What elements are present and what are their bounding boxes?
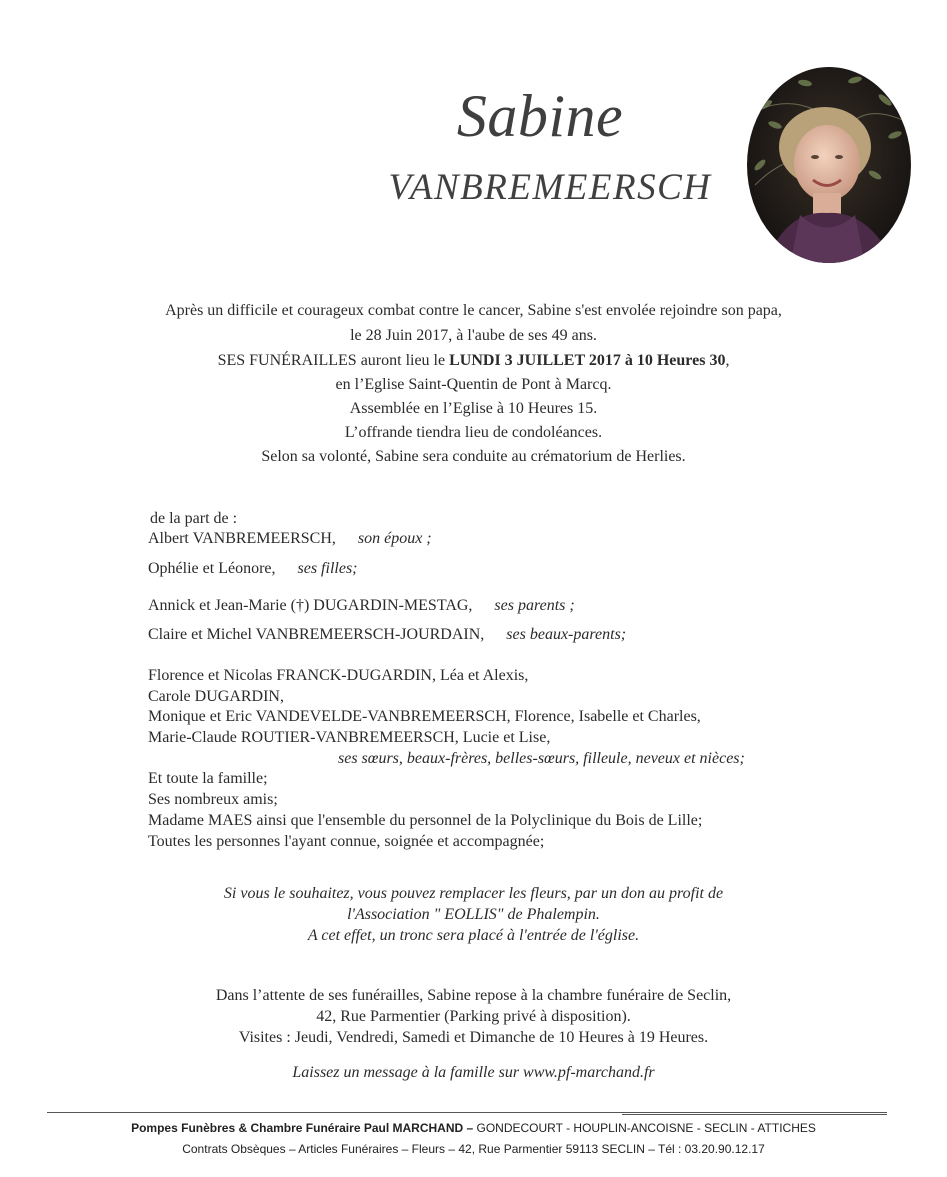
announcement-line: en l’Eglise Saint-Quentin de Pont à Marcq.: [335, 376, 612, 393]
siblings-relation: ses sœurs, beaux-frères, belles-sœurs, filleule, neveux et nièces;: [338, 750, 745, 767]
funeral-date-line: [0, 352, 947, 370]
family-relation: ses parents ;: [494, 597, 575, 614]
visit-line: 42, Rue Parmentier (Parking privé à disposition).: [316, 1008, 631, 1025]
last-name: VANBREMEERSCH: [388, 167, 712, 208]
family-relation: ses filles;: [297, 560, 358, 577]
family-entry: [148, 626, 626, 644]
donation-line: Si vous le souhaitez, vous pouvez remplacer les fleurs, par un don au profit de: [223, 885, 724, 902]
donation-line: l'Association " EOLLIS" de Phalempin.: [347, 906, 600, 923]
portrait-photo: [745, 65, 913, 265]
family-intro: de la part de :: [150, 510, 238, 527]
family-name: Claire et Michel VANBREMEERSCH-JOURDAIN,: [148, 626, 485, 643]
donation-line: A cet effet, un tronc sera placé à l'entrée de l'église.: [307, 927, 640, 944]
visit-line: Visites : Jeudi, Vendredi, Samedi et Dimanche de 10 Heures à 19 Heures.: [238, 1029, 709, 1046]
condolence-message-link[interactable]: Laissez un message à la famille sur www.pf-marchand.fr: [292, 1064, 655, 1081]
sibling-line: Monique et Eric VANDEVELDE-VANBREMEERSCH, Florence, Isabelle et Charles,: [148, 708, 701, 725]
other-line: Toutes les personnes l'ayant connue, soignée et accompagnée;: [148, 833, 545, 850]
family-name: Ophélie et Léonore,: [148, 560, 276, 577]
funeral-text: SES FUNÉRAILLES auront lieu le: [217, 352, 450, 369]
announcement-line: L’offrande tiendra lieu de condoléances.: [344, 424, 603, 441]
footer-divider-short: [622, 1114, 887, 1115]
other-line: Ses nombreux amis;: [148, 791, 278, 808]
visit-line: Dans l’attente de ses funérailles, Sabine repose à la chambre funéraire de Seclin,: [215, 987, 732, 1004]
announcement-line: Après un difficile et courageux combat contre le cancer, Sabine s'est envolée rejoindre son papa,: [165, 302, 782, 319]
footer-company: Pompes Funèbres & Chambre Funéraire Paul MARCHAND –: [131, 1121, 474, 1135]
announcement-line: le 28 Juin 2017, à l'aube de ses 49 ans.: [350, 327, 597, 344]
family-entry: [148, 560, 358, 578]
footer-services: Contrats Obsèques – Articles Funéraires – Fleurs – 42, Rue Parmentier 59113 SECLIN – Tél : 03.20.90.12.17: [182, 1142, 765, 1156]
family-entry: [148, 530, 432, 548]
family-relation: ses beaux-parents;: [506, 626, 627, 643]
first-name: Sabine: [456, 83, 624, 149]
family-name: Annick et Jean-Marie (†) DUGARDIN-MESTAG,: [148, 597, 473, 614]
sibling-line: Florence et Nicolas FRANCK-DUGARDIN, Léa et Alexis,: [148, 667, 529, 684]
sibling-line: Marie-Claude ROUTIER-VANBREMEERSCH, Lucie et Lise,: [148, 729, 551, 746]
announcement-line: Selon sa volonté, Sabine sera conduite au crématorium de Herlies.: [261, 448, 686, 465]
footer-divider: [47, 1112, 887, 1113]
footer-company-line: [0, 1121, 947, 1135]
other-line: Madame MAES ainsi que l'ensemble du personnel de la Polyclinique du Bois de Lille;: [148, 812, 703, 829]
funeral-text-end: ,: [725, 352, 730, 369]
announcement-line: Assemblée en l’Eglise à 10 Heures 15.: [349, 400, 598, 417]
family-relation: son époux ;: [357, 530, 432, 547]
footer-towns: GONDECOURT - HOUPLIN-ANCOISNE - SECLIN - ATTICHES: [473, 1121, 816, 1135]
funeral-date: LUNDI 3 JUILLET 2017 à 10 Heures 30: [449, 352, 726, 369]
family-name: Albert VANBREMEERSCH,: [148, 530, 336, 547]
sibling-line: Carole DUGARDIN,: [148, 688, 284, 705]
family-entry: [148, 597, 575, 615]
other-line: Et toute la famille;: [148, 770, 268, 787]
